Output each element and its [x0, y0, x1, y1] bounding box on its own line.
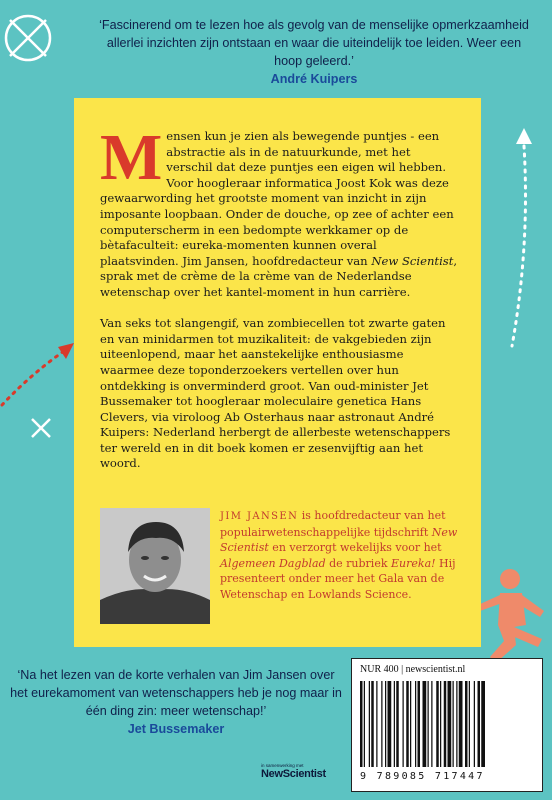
barcode-bar	[478, 681, 481, 767]
blurb-p1-em: New Scientist	[371, 253, 454, 268]
blurb-p1-b: , sprak met de crème de la crème van de Nederlandse wetenschap over het kantel-moment in hun carrière.	[100, 253, 458, 299]
tactic-circle-icon	[0, 0, 80, 80]
quote-top	[92, 16, 536, 88]
dotted-arrow-icon	[482, 126, 552, 356]
barcode-bar	[456, 681, 457, 767]
blurb-paragraph-2: Van seks tot slangengif, van zombiecellen tot zwarte gaten en van minidarmen tot muzikaliteit: de vakgebieden zijn uiteenlopend, maar het aanstekelijke enthousiasme waarmee deze toponderzoekers vertellen over hun ontdekking is onverminderd groot. Van oud-minister Jet Bussemaker tot hoogleraar moleculaire genetica Hans Clevers, via viroloog Ab Osterhaus naar astronaut André Kuipers: Nederland herbergt de allerbeste wetenschappers ter wereld en in dit boek komen er zesenvijftig aan het woord.	[100, 316, 451, 471]
barcode-bar	[453, 681, 454, 767]
barcode-box	[351, 658, 543, 792]
barcode-bar	[448, 681, 452, 767]
barcode-bar	[415, 681, 416, 767]
barcode-bar	[396, 681, 399, 767]
publisher-logo	[261, 763, 351, 780]
barcode-bar	[360, 681, 363, 767]
blurb-text	[100, 121, 458, 488]
barcode-bar	[410, 681, 411, 767]
barcode-bar	[388, 681, 392, 767]
barcode-bar	[371, 681, 374, 767]
barcode-bar	[364, 681, 365, 767]
barcode-bar	[459, 681, 463, 767]
quote-top-author: André Kuipers	[270, 72, 358, 86]
author-bio-text-4: Hij presenteert onder meer het Gala van de Wetenschap en Lowlands Science.	[220, 556, 456, 601]
author-name: JIM JANSEN	[220, 511, 299, 522]
barcode-bar	[381, 681, 382, 767]
tactic-cross-icon	[28, 415, 58, 445]
author-bio-text-1: is hoofdredacteur van het populairwetenschappelijke tijdschrift	[220, 509, 446, 539]
barcode-bar	[469, 681, 470, 767]
barcode-bar	[444, 681, 447, 767]
barcode-bar	[406, 681, 409, 767]
barcode-bar	[376, 681, 377, 767]
barcode-bar	[474, 681, 475, 767]
barcode-label: NUR 400 | newscientist.nl	[360, 664, 466, 675]
author-bio-em-1: New Scientist	[220, 525, 458, 554]
quote-top-text: ‘Fascinerend om te lezen hoe als gevolg van de menselijke opmerkzaamheid allerlei inzichten zijn ontstaan en waar die uiteindelijk toe leiden. Weer een hoop geleerd.’	[99, 18, 529, 68]
barcode-bar	[436, 681, 439, 767]
barcode-bar	[431, 681, 432, 767]
quote-bottom-author: Jet Bussemaker	[127, 722, 225, 736]
barcode-bar	[403, 681, 404, 767]
barcode-bar	[385, 681, 386, 767]
quote-bottom-text: ‘Na het lezen van de korte verhalen van Jim Jansen over het eurekamoment van wetenschappers heb je nog maar in één ding zin: meer wetenschap!’	[10, 668, 342, 718]
publisher-tagline: in samenwerking met	[261, 763, 304, 768]
barcode-bar	[428, 681, 429, 767]
barcode-bar	[369, 681, 370, 767]
publisher-name: NewScientist	[261, 768, 326, 780]
author-portrait	[100, 508, 210, 624]
quote-bottom	[10, 666, 342, 738]
author-bio-text-2: en verzorgt wekelijks voor het	[268, 541, 442, 554]
barcode-bar	[440, 681, 441, 767]
barcode-bar	[423, 681, 427, 767]
author-bio	[220, 508, 460, 602]
blurb-panel	[74, 98, 481, 647]
blurb-paragraph-1	[100, 121, 458, 301]
blurb-p1-a: ensen kun je zien als bewegende puntjes - een abstractie als in de natuurkunde, met het verschil dat deze puntjes een eigen wil hebben. Voor hoogleraar informatica Joost Kok was deze gewaarwording het grootste moment van inzicht in zijn imposante loopbaan. Onder de douche, op zee of achter een computerscherm in een bedompte werkkamer op de bètafaculteit: eureka-momenten kunnen overal plaatsvinden. Jim Jansen, hoofdredacteur van	[100, 129, 454, 268]
dropcap: M	[100, 121, 163, 194]
barcode-bar	[465, 681, 468, 767]
author-bio-em-2: Algemeen Dagblad	[220, 556, 326, 570]
author-bio-text-3: de rubriek	[325, 556, 392, 570]
author-bio-em-3: Eureka!	[391, 556, 436, 570]
barcode-bar	[481, 681, 485, 767]
barcode-number: 9 789085 717447	[360, 771, 485, 782]
barcode-bar	[394, 681, 395, 767]
barcode-bar	[418, 681, 421, 767]
barcode-bars	[360, 681, 536, 769]
